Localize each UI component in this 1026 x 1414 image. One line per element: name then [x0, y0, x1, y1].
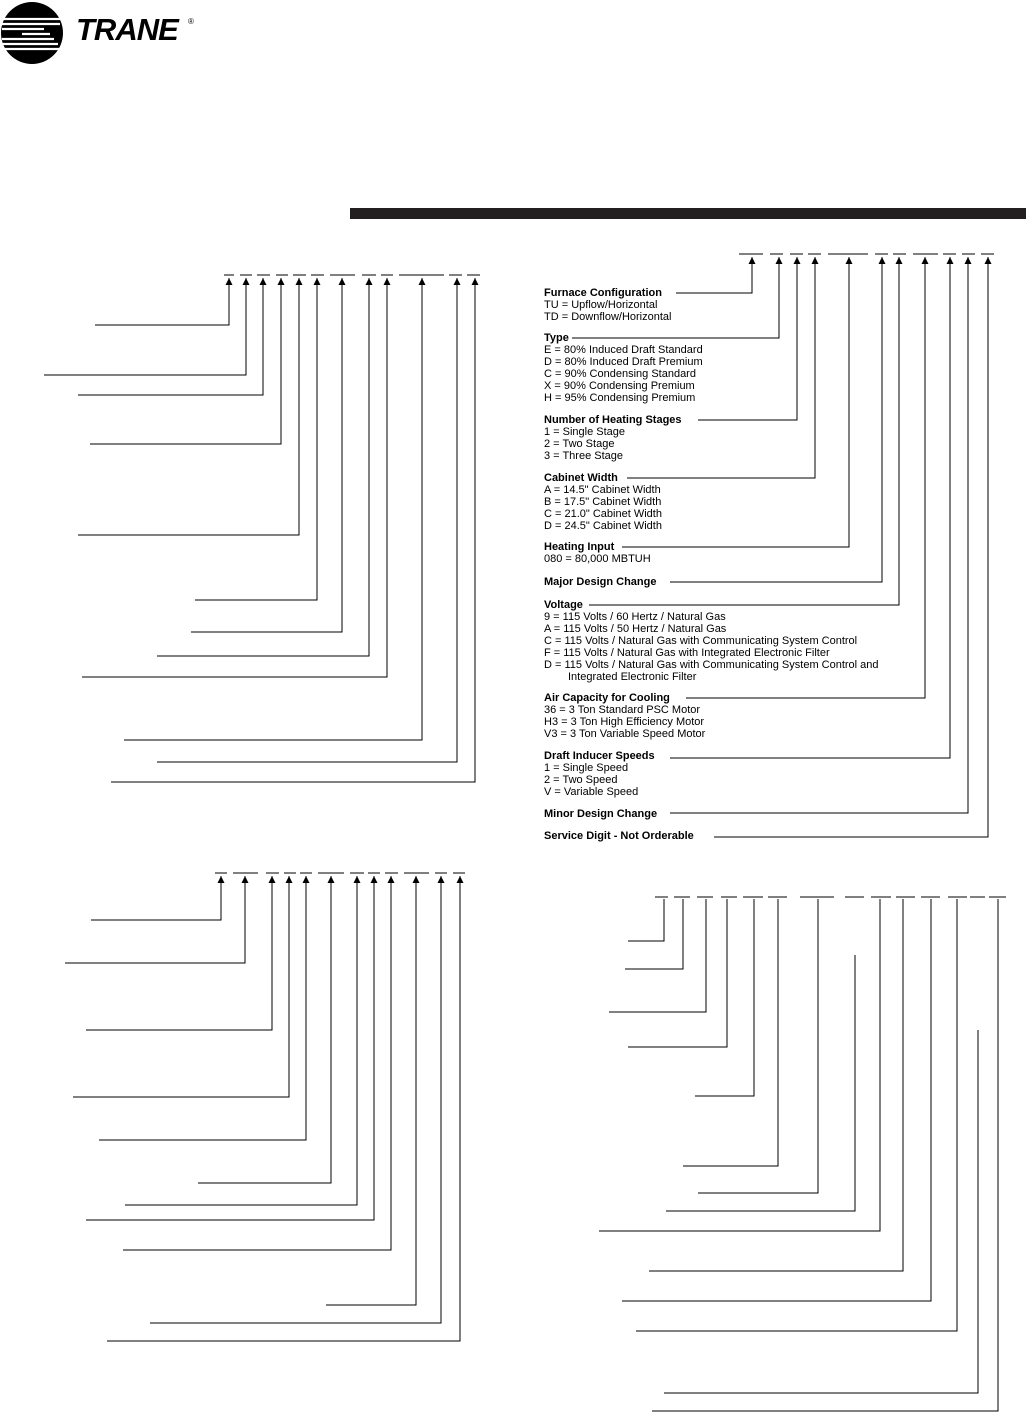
- bottom-right-leader-diagram: [599, 897, 1006, 1411]
- option-line: 2 = Two Stage: [544, 438, 615, 450]
- leader-line: [73, 876, 289, 1097]
- leader-line: [90, 278, 281, 444]
- section-heading: Draft Inducer Speeds: [544, 750, 655, 762]
- trane-wordmark: TRANE: [76, 12, 178, 47]
- leader-line: [191, 278, 342, 632]
- option-line: D = 115 Volts / Natural Gas with Communicating System Control and: [544, 659, 879, 671]
- section-heading: Minor Design Change: [544, 808, 658, 820]
- leader-line: [695, 899, 754, 1096]
- leader-line: [111, 278, 475, 782]
- option-line: A = 14.5" Cabinet Width: [544, 484, 661, 496]
- option-line: A = 115 Volts / 50 Hertz / Natural Gas: [544, 623, 727, 635]
- section-heading: Service Digit - Not Orderable: [544, 830, 694, 842]
- leader-line: [78, 278, 299, 535]
- leader-line: [628, 899, 664, 941]
- leader-line: [157, 278, 457, 762]
- leader-line: [609, 899, 706, 1012]
- option-line: 9 = 115 Volts / 60 Hertz / Natural Gas: [544, 611, 726, 623]
- heating-input-section: [544, 541, 651, 565]
- option-line: D = 80% Induced Draft Premium: [544, 356, 703, 368]
- option-line: E = 80% Induced Draft Standard: [544, 344, 703, 356]
- option-line: V3 = 3 Ton Variable Speed Motor: [544, 728, 706, 740]
- option-line: 1 = Single Stage: [544, 426, 626, 438]
- leader-line: [326, 876, 416, 1305]
- section-heading: Type: [544, 332, 569, 344]
- leader-line: [628, 899, 727, 1047]
- leader-line: [649, 899, 903, 1271]
- option-line: C = 115 Volts / Natural Gas with Communicating System Control: [544, 635, 858, 647]
- option-line: F = 115 Volts / Natural Gas with Integrated Electronic Filter: [544, 647, 830, 659]
- section-heading: Cabinet Width: [544, 472, 618, 484]
- section-heading: Heating Input: [544, 541, 615, 553]
- option-line: 3 = Three Stage: [544, 450, 623, 462]
- registered-mark: ®: [188, 17, 194, 26]
- section-heading: Voltage: [544, 599, 583, 611]
- leader-line: [622, 899, 931, 1301]
- section-heading: Air Capacity for Cooling: [544, 692, 670, 704]
- heating-stages-section: [544, 414, 682, 462]
- leader-line: [676, 257, 752, 293]
- draft-inducer-section: [544, 750, 655, 798]
- leader-line: [652, 899, 998, 1411]
- air-capacity-section: [544, 692, 705, 740]
- leader-line: [698, 899, 818, 1193]
- leader-line: [636, 899, 957, 1331]
- option-line: 080 = 80,000 MBTUH: [544, 553, 651, 565]
- leader-line: [124, 278, 422, 740]
- section-heading: Major Design Change: [544, 576, 657, 588]
- option-continuation: Integrated Electronic Filter: [568, 671, 697, 683]
- furnace-configuration-section: [544, 287, 671, 323]
- option-line: TD = Downflow/Horizontal: [544, 311, 672, 323]
- leader-line: [683, 899, 778, 1166]
- option-line: TU = Upflow/Horizontal: [544, 299, 658, 311]
- option-line: D = 24.5" Cabinet Width: [544, 520, 662, 532]
- leader-line: [95, 278, 229, 325]
- leader-line: [666, 955, 855, 1211]
- voltage-section: [544, 599, 879, 683]
- minor-design-change-section: [544, 808, 657, 820]
- option-line: C = 90% Condensing Standard: [544, 368, 696, 380]
- option-line: X = 90% Condensing Premium: [544, 380, 695, 392]
- option-line: B = 17.5" Cabinet Width: [544, 496, 662, 508]
- section-heading: Number of Heating Stages: [544, 414, 682, 426]
- leader-line: [599, 899, 880, 1231]
- leader-line: [107, 876, 460, 1341]
- service-digit-section: [544, 830, 694, 842]
- leader-line: [123, 876, 391, 1250]
- bottom-left-leader-diagram: [65, 873, 465, 1341]
- option-line: H3 = 3 Ton High Efficiency Motor: [544, 716, 705, 728]
- cabinet-width-section: [544, 472, 662, 532]
- leader-line: [91, 876, 221, 920]
- leader-line: [99, 876, 306, 1140]
- type-section: [544, 332, 703, 404]
- option-line: V = Variable Speed: [544, 786, 639, 798]
- top-left-leader-diagram: [44, 275, 480, 782]
- option-line: 1 = Single Speed: [544, 762, 629, 774]
- leader-line: [86, 876, 272, 1030]
- leader-line: [78, 278, 263, 395]
- leader-line: [82, 278, 387, 677]
- major-design-change-section: [544, 576, 656, 588]
- option-line: H = 95% Condensing Premium: [544, 392, 696, 404]
- section-heading: Furnace Configuration: [544, 287, 662, 299]
- option-line: 2 = Two Speed: [544, 774, 618, 786]
- leader-line: [670, 257, 968, 813]
- option-line: 36 = 3 Ton Standard PSC Motor: [544, 704, 701, 716]
- leader-line: [625, 899, 683, 969]
- leader-line: [125, 876, 357, 1205]
- option-line: C = 21.0" Cabinet Width: [544, 508, 662, 520]
- leader-line: [150, 876, 441, 1323]
- leader-line: [44, 278, 246, 375]
